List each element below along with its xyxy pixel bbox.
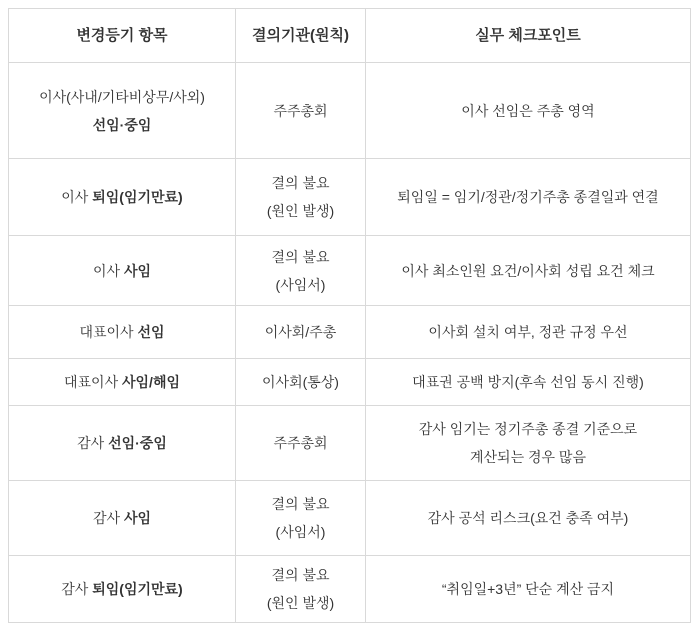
- table-row: [9, 236, 691, 306]
- check-cell: [366, 481, 691, 556]
- item-action-text: 선임·중임: [92, 116, 152, 133]
- org-text-line: 주주총회: [273, 435, 328, 451]
- check-cell: [366, 306, 691, 359]
- header-cell-item: 변경등기 항목: [9, 9, 236, 63]
- org-text-line: (원인 발생): [266, 595, 335, 611]
- item-cell: [9, 63, 236, 159]
- check-text-line: 이사 선임은 주총 영역: [461, 102, 595, 119]
- org-cell: [236, 406, 366, 481]
- check-text-line: 이사회 설치 여부, 정관 규정 우선: [428, 324, 628, 340]
- item-action-text: 사임: [123, 262, 151, 279]
- check-cell: [366, 63, 691, 159]
- item-name-text: 감사: [61, 581, 89, 597]
- org-text-line: 결의 불요: [271, 567, 330, 583]
- org-text-line: 결의 불요: [271, 248, 330, 265]
- table-row: [9, 159, 691, 236]
- item-action-text: 퇴임(임기만료): [92, 581, 183, 597]
- item-name-text: 대표이사: [64, 374, 119, 390]
- item-name-text: 감사: [77, 435, 105, 451]
- table-row: [9, 359, 691, 406]
- item-action-text: 사임/해임: [122, 374, 180, 390]
- org-text-line: (사임서): [275, 276, 326, 293]
- table-row: [9, 406, 691, 481]
- item-action-text: 사임: [123, 510, 151, 526]
- org-text-line: 결의 불요: [271, 175, 330, 191]
- org-cell: [236, 159, 366, 236]
- item-cell: [9, 481, 236, 556]
- item-name-text: 이사(사내/기타비상무/사외): [39, 88, 205, 105]
- check-text-line: “취임일+3년” 단순 계산 금지: [441, 581, 615, 597]
- org-cell: [236, 236, 366, 306]
- item-name-text: 이사: [92, 262, 121, 279]
- header-cell-org: 결의기관(원칙): [236, 9, 366, 63]
- table-header-row: [9, 9, 691, 63]
- check-text-line: 계산되는 경우 많음: [470, 449, 586, 465]
- org-cell: [236, 306, 366, 359]
- org-text-line: (사임서): [275, 524, 326, 540]
- check-cell: [366, 406, 691, 481]
- org-cell: [236, 63, 366, 159]
- item-cell: [9, 406, 236, 481]
- check-text-line: 감사 임기는 정기주총 종결 기준으로: [418, 421, 638, 437]
- registry-change-table: [8, 8, 691, 623]
- item-action-text: 선임: [137, 324, 165, 340]
- item-cell: [9, 359, 236, 406]
- org-text-line: 이사회(통상): [262, 374, 339, 390]
- org-text-line: (원인 발생): [266, 203, 335, 219]
- item-cell: [9, 306, 236, 359]
- check-cell: [366, 236, 691, 306]
- check-text-line: 대표권 공백 방지(후속 선임 동시 진행): [412, 374, 644, 390]
- item-cell: [9, 159, 236, 236]
- check-cell: [366, 556, 691, 623]
- item-cell: [9, 556, 236, 623]
- table-row: [9, 306, 691, 359]
- check-cell: [366, 159, 691, 236]
- check-text-line: 이사 최소인원 요건/이사회 성립 요건 체크: [401, 262, 655, 279]
- item-action-text: 퇴임(임기만료): [92, 189, 183, 205]
- item-name-text: 대표이사: [79, 324, 134, 340]
- org-cell: [236, 481, 366, 556]
- item-name-text: 이사: [61, 189, 89, 205]
- table-row: [9, 63, 691, 159]
- org-text-line: 결의 불요: [271, 496, 330, 512]
- item-cell: [9, 236, 236, 306]
- org-cell: [236, 359, 366, 406]
- item-name-text: 감사: [92, 510, 121, 526]
- check-text-line: 퇴임일 = 임기/정관/정기주총 종결일과 연결: [397, 189, 659, 205]
- org-text-line: 주주총회: [273, 102, 328, 119]
- table-row: [9, 556, 691, 623]
- org-text-line: 이사회/주총: [264, 324, 337, 340]
- header-cell-check: 실무 체크포인트: [366, 9, 691, 63]
- check-text-line: 감사 공석 리스크(요건 충족 여부): [427, 510, 629, 526]
- check-cell: [366, 359, 691, 406]
- table-row: [9, 481, 691, 556]
- item-action-text: 선임·중임: [108, 435, 167, 451]
- org-cell: [236, 556, 366, 623]
